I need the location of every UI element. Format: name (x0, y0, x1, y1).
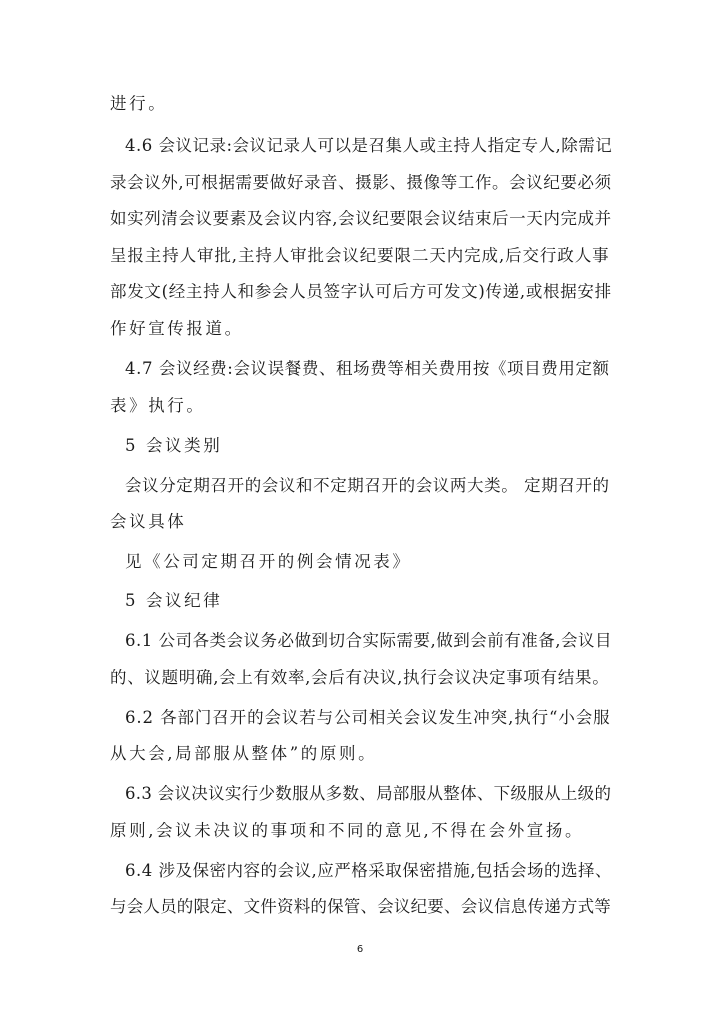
text-line: 会议分定期召开的会议和不定期召开的会议两大类。 定期召开的 (125, 476, 610, 495)
text-line: 作好宣传报道。 (110, 319, 244, 338)
text-line: 6.1 公司各类会议务必做到切合实际需要,做到会前有准备,会议目 (125, 631, 612, 650)
text-line: 如实列清会议要素及会议内容,会议纪要限会议结束后一天内完成并 (110, 209, 612, 228)
text-line: 录会议外,可根据需要做好录音、摄影、摄像等工作。会议纪要必须 (110, 173, 612, 192)
text-line: 呈报主持人审批,主持人审批会议纪要限二天内完成,后交行政人事 (110, 246, 610, 265)
text-line: 会议具体 (110, 512, 187, 531)
text-line: 6.2 各部门召开的会议若与公司相关会议发生冲突,执行“小会服 (125, 708, 611, 727)
text-line: 从大会,局部服从整体”的原则。 (110, 744, 378, 763)
text-line: 4.6 会议记录:会议记录人可以是召集人或主持人指定专人,除需记 (125, 136, 613, 155)
text-line: 4.7 会议经费:会议误餐费、租场费等相关费用按《项目费用定额 (125, 359, 610, 378)
text-line: 见《公司定期召开的例会情况表》 (125, 552, 412, 571)
text-line: 与会人员的限定、文件资料的保管、会议纪要、会议信息传递方式等 (110, 897, 611, 916)
page-number: 6 (356, 944, 364, 955)
section-heading: 5 会议类别 (125, 436, 223, 455)
section-heading: 5 会议纪律 (125, 591, 223, 610)
text-line: 6.4 涉及保密内容的会议,应严格采取保密措施,包括会场的选择、 (125, 861, 612, 880)
text-line: 部发文(经主持人和参会人员签字认可后方可发文)传递,或根据安排 (110, 282, 612, 301)
text-line: 表》执行。 (110, 396, 206, 415)
text-line: 的、议题明确,会上有效率,会后有决议,执行会议决定事项有结果。 (110, 668, 610, 687)
text-line: 进行。 (110, 94, 168, 113)
text-line: 原则,会议未决议的事项和不同的意见,不得在会外宣扬。 (110, 821, 585, 840)
text-line: 6.3 会议决议实行少数服从多数、局部服从整体、下级服从上级的 (125, 784, 612, 803)
